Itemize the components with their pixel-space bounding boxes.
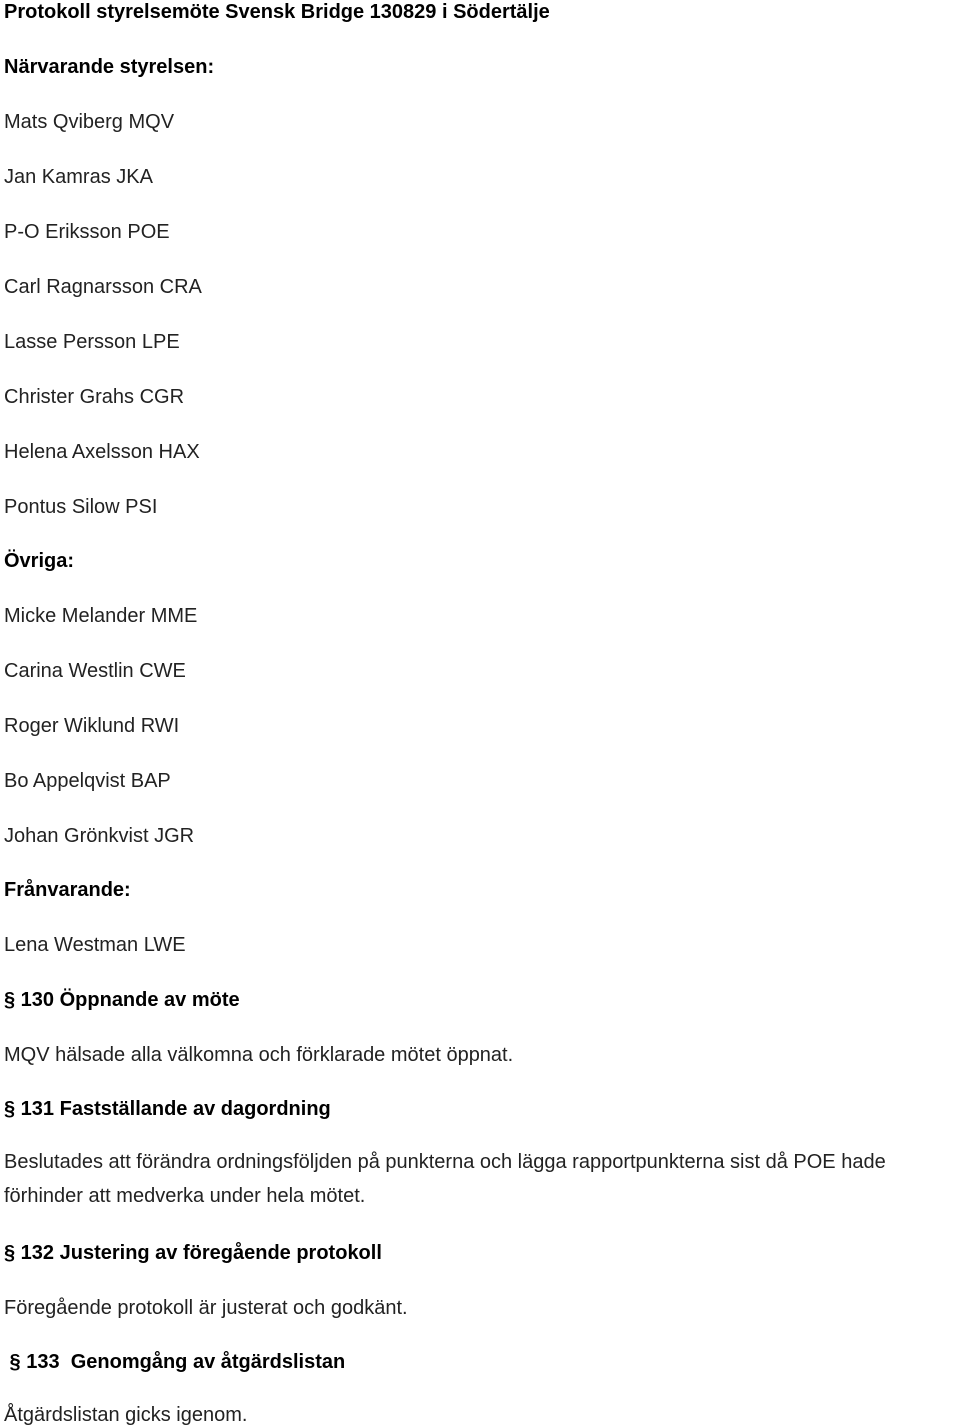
section-heading-130: § 130 Öppnande av möte xyxy=(4,989,240,1011)
section-heading-131: § 131 Fastställande av dagordning xyxy=(4,1098,331,1120)
other-attendee: Bo Appelqvist BAP xyxy=(4,770,171,792)
section-heading-133: § 133 Genomgång av åtgärdslistan xyxy=(4,1351,346,1373)
section-text-132: Föregående protokoll är justerat och godkänt. xyxy=(4,1297,408,1319)
section-heading-132: § 132 Justering av föregående protokoll xyxy=(4,1242,382,1264)
present-member: Mats Qviberg MQV xyxy=(4,111,175,133)
present-member: Helena Axelsson HAX xyxy=(4,441,200,463)
present-member: Pontus Silow PSI xyxy=(4,496,158,518)
other-attendee: Johan Grönkvist JGR xyxy=(4,825,195,847)
others-heading: Övriga: xyxy=(4,550,75,572)
other-attendee: Micke Melander MME xyxy=(4,605,198,627)
present-member: P-O Eriksson POE xyxy=(4,221,170,243)
present-member: Lasse Persson LPE xyxy=(4,331,180,353)
absent-member: Lena Westman LWE xyxy=(4,934,186,956)
document-title: Protokoll styrelsemöte Svensk Bridge 130829 i Södertälje xyxy=(4,1,550,23)
present-heading: Närvarande styrelsen: xyxy=(4,56,215,78)
section-text-131: Beslutades att förändra ordningsföljden på punkterna och lägga rapportpunkterna sist då POE hade förhinder att medverka under hela mötet. xyxy=(4,1151,886,1207)
section-text-133: Åtgärdslistan gicks igenom. xyxy=(4,1404,248,1426)
section-text-130: MQV hälsade alla välkomna och förklarade mötet öppnat. xyxy=(4,1044,514,1066)
other-attendee: Roger Wiklund RWI xyxy=(4,715,180,737)
present-member: Jan Kamras JKA xyxy=(4,166,153,188)
present-member: Carl Ragnarsson CRA xyxy=(4,276,202,298)
other-attendee: Carina Westlin CWE xyxy=(4,660,186,682)
present-member: Christer Grahs CGR xyxy=(4,386,185,408)
absent-heading: Frånvarande: xyxy=(4,879,131,901)
